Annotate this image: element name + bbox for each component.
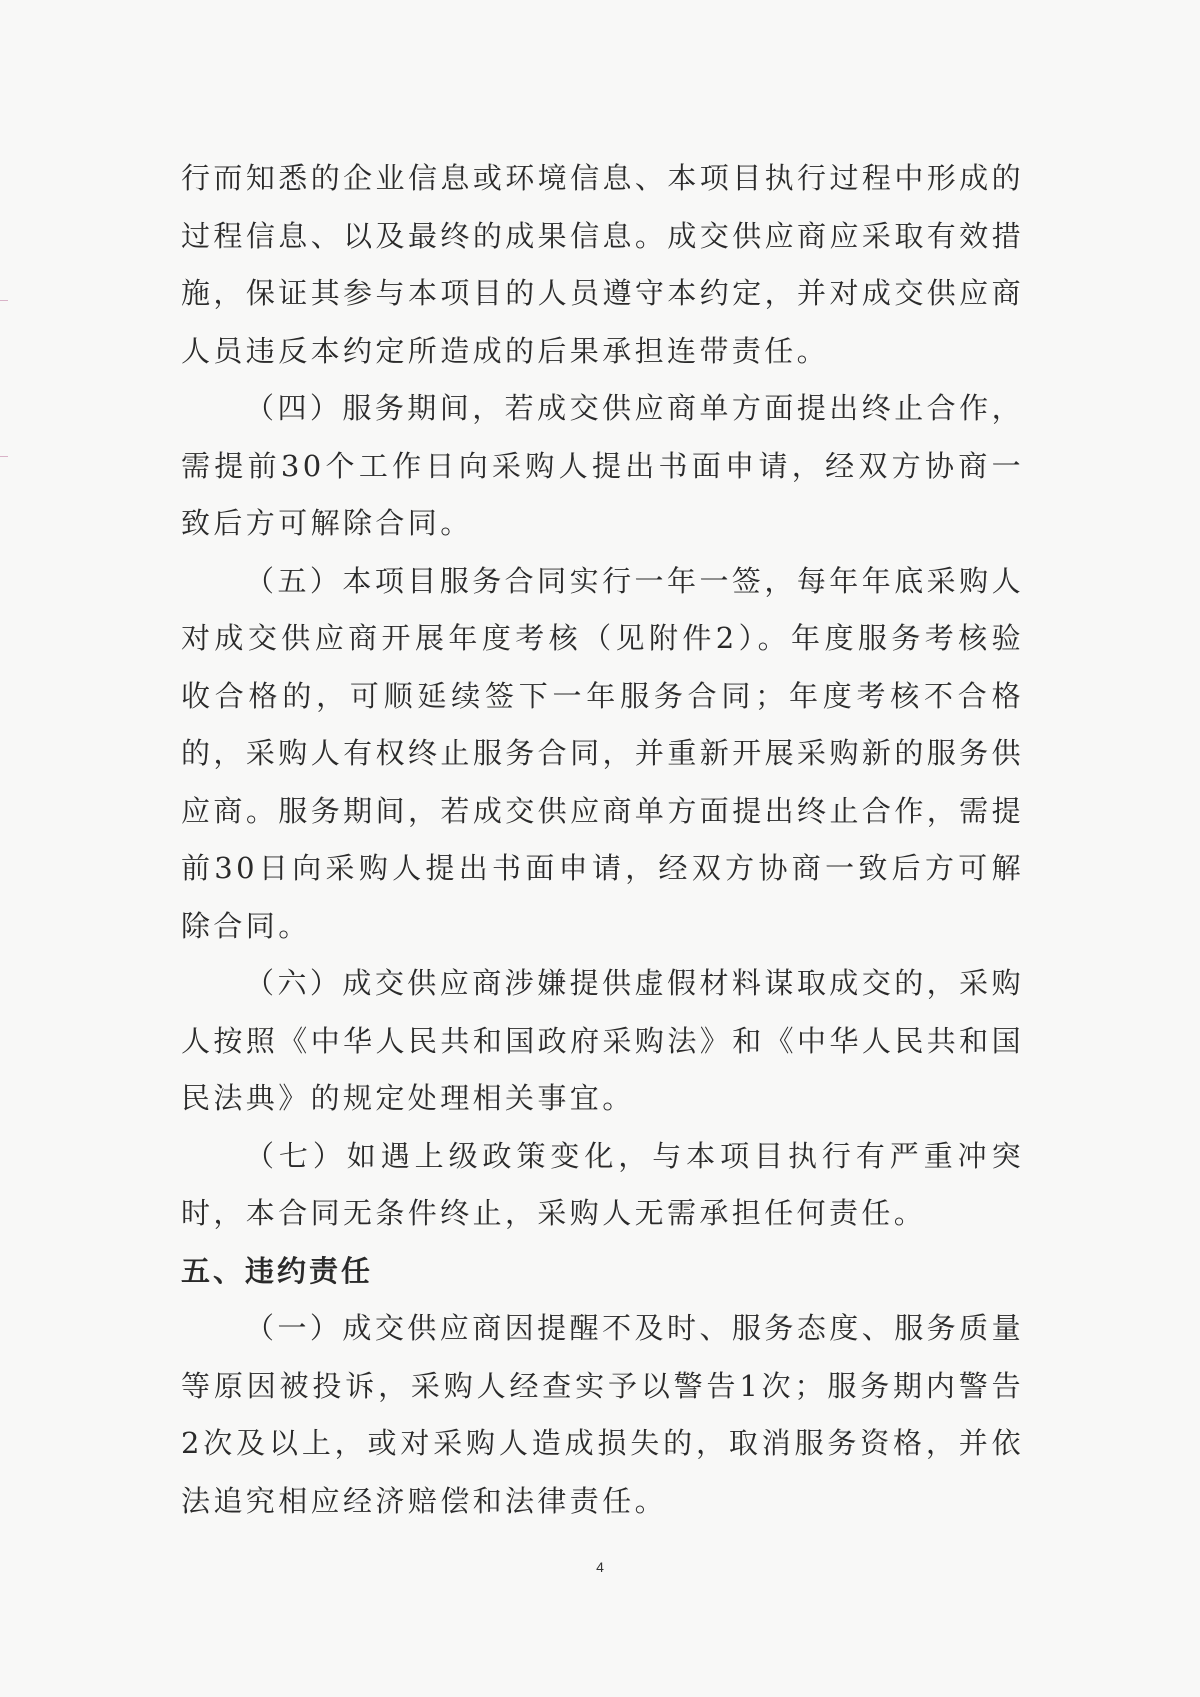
- paragraph-clause-4: （四）服务期间，若成交供应商单方面提出终止合作，需提前30个工作日向采购人提出书面申请，经双方协商一致后方可解除合同。: [181, 391, 1024, 540]
- paragraph-clause-6: （六）成交供应商涉嫌提供虚假材料谋取成交的，采购人按照《中华人民共和国政府采购法》和《中华人民共和国民法典》的规定处理相关事宜。: [181, 966, 1024, 1115]
- paragraph-clause-5: （五）本项目服务合同实行一年一签，每年年底采购人对成交供应商开展年度考核（见附件2）。年度服务考核验收合格的，可顺延续签下一年服务合同；年度考核不合格的，采购人有权终止服务合同，并重新开展采购新的服务供应商。服务期间，若成交供应商单方面提出终止合作，需提前30日向采购人提出书面申请，经双方协商一致后方可解除合同。: [181, 563, 1024, 943]
- edge-mark: [0, 456, 8, 457]
- page-number: 4: [596, 1559, 604, 1575]
- section-heading-breach-liability: 五、违约责任: [181, 1253, 374, 1288]
- document-body: [181, 150, 1024, 1530]
- paragraph-breach-clause-1: （一）成交供应商因提醒不及时、服务态度、服务质量等原因被投诉，采购人经查实予以警告1次；服务期内警告2次及以上，或对采购人造成损失的，取消服务资格，并依法追究相应经济赔偿和法律责任。: [181, 1311, 1024, 1518]
- paragraph-confidentiality-continued: 行而知悉的企业信息或环境信息、本项目执行过程中形成的过程信息、以及最终的成果信息。成交供应商应采取有效措施，保证其参与本项目的人员遵守本约定，并对成交供应商人员违反本约定所造成的后果承担连带责任。: [181, 161, 1024, 368]
- edge-mark: [0, 300, 8, 301]
- paragraph-clause-7: （七）如遇上级政策变化，与本项目执行有严重冲突时，本合同无条件终止，采购人无需承担任何责任。: [181, 1138, 1024, 1230]
